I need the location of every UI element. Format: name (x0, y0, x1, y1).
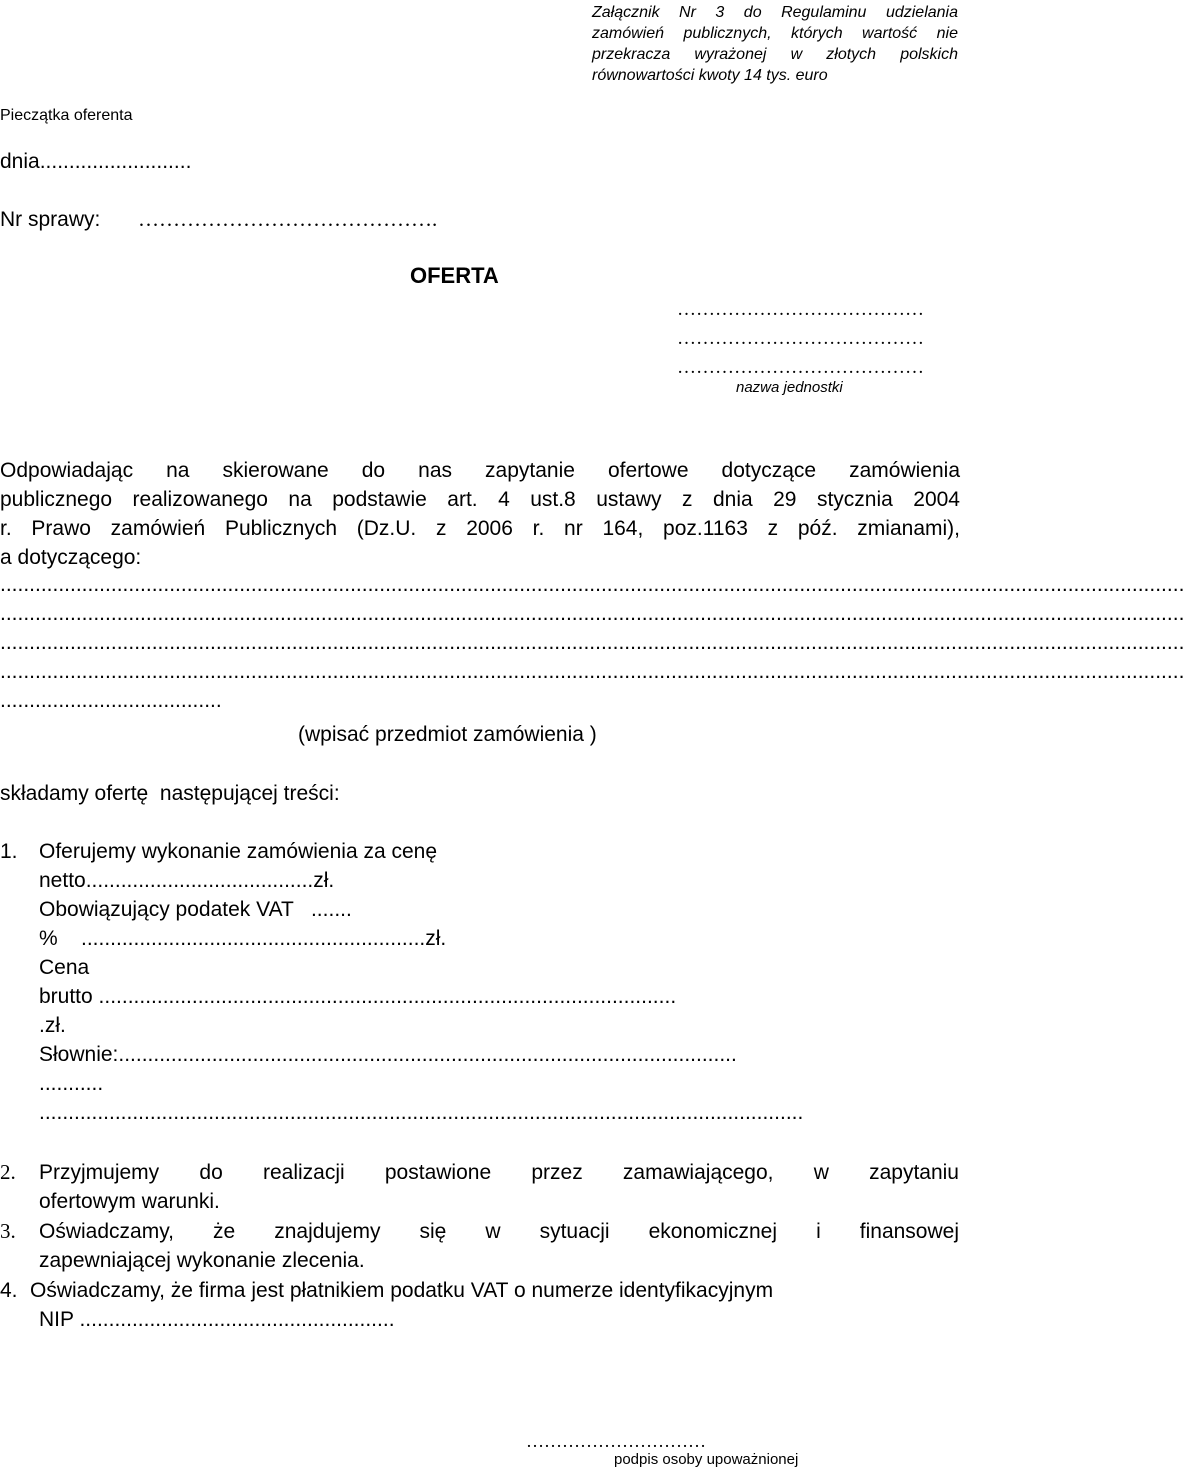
recipient-line[interactable]: ………………………………… (677, 299, 924, 320)
gross-price-unit: .zł. (39, 1014, 66, 1037)
item-number: 2. (0, 1160, 16, 1184)
attachment-line: Załącznik Nr 3 do Regulaminu udzielania (592, 4, 958, 21)
attachment-line: zamówień publicznych, których wartość nie (592, 25, 958, 42)
item-line: ofertowym warunki. (39, 1190, 220, 1213)
vat-rate-field[interactable]: Obowiązujący podatek VAT ....... (39, 898, 352, 921)
item-line: Przyjmujemy do realizacji postawione przez zamawiającego, w zapytaniu (39, 1161, 959, 1184)
recipient-line[interactable]: ………………………………… (677, 328, 924, 349)
intro-line: a dotyczącego: (0, 546, 142, 569)
amount-in-words-line[interactable]: ................................................................................................................................... (39, 1101, 804, 1124)
intro-paragraph (0, 456, 960, 572)
item-line: Oświadczamy, że firma jest płatnikiem podatku VAT o numerze identyfikacyjnym (30, 1279, 774, 1302)
item-line: zapewniającej wykonanie zlecenia. (39, 1249, 365, 1272)
net-price-field[interactable]: netto.......................................zł. (39, 869, 335, 892)
subject-dot-line[interactable]: ........................................................................................................................................................................................................... (0, 602, 1184, 625)
subject-field[interactable] (0, 570, 1184, 715)
gross-price-label: Cena (39, 956, 90, 979)
intro-line: Odpowiadając na skierowane do nas zapytanie ofertowe dotyczące zamówienia (0, 459, 960, 482)
subject-dot-line[interactable]: ...................................... (0, 689, 222, 712)
date-field[interactable]: dnia.......................... (0, 150, 192, 173)
item-number: 4. (0, 1279, 18, 1302)
subject-dot-line[interactable]: ........................................................................................................................................................................................................... (0, 573, 1184, 596)
gross-price-field[interactable]: brutto ................................................................................................... (39, 985, 677, 1008)
item-number: 3. (0, 1219, 16, 1243)
case-number-label: Nr sprawy: (0, 208, 101, 231)
recipient-caption: nazwa jednostki (736, 379, 843, 396)
offer-intro: składamy ofertę następującej treści: (0, 782, 340, 805)
signature-field[interactable]: ………………………… (526, 1431, 706, 1451)
subject-dot-line[interactable]: ........................................................................................................................................................................................................... (0, 660, 1184, 683)
item-line: Oświadczamy, że znajdujemy się w sytuacji ekonomicznej i finansowej (39, 1220, 959, 1243)
document-title: OFERTA (410, 263, 499, 288)
intro-line: r. Prawo zamówień Publicznych (Dz.U. z 2006 r. nr 164, poz.1163 z póź. zmianami), (0, 517, 960, 540)
signature-caption: podpis osoby upoważnionej (614, 1451, 799, 1468)
recipient-line[interactable]: ………………………………… (677, 357, 924, 378)
nip-field[interactable]: NIP ...................................................... (39, 1308, 395, 1331)
case-number-field[interactable]: ……………………………………. (138, 207, 438, 231)
amount-in-words-line[interactable]: ........... (39, 1072, 104, 1095)
attachment-line: przekracza wyrażonej w złotych polskich (592, 46, 958, 63)
subject-caption: (wpisać przedmiot zamówienia ) (298, 723, 597, 746)
amount-in-words-field[interactable]: Słownie:.......................................................................................................... (39, 1043, 737, 1066)
stamp-label: Pieczątka oferenta (0, 107, 133, 124)
attachment-note (592, 2, 958, 86)
vat-amount-field[interactable]: % ...........................................................zł. (39, 927, 447, 950)
price-heading: Oferujemy wykonanie zamówienia za cenę (39, 840, 438, 863)
attachment-line: równowartości kwoty 14 tys. euro (592, 67, 828, 84)
subject-dot-line[interactable]: ........................................................................................................................................................................................................... (0, 631, 1184, 654)
intro-line: publicznego realizowanego na podstawie art. 4 ust.8 ustawy z dnia 29 stycznia 2004 (0, 488, 960, 511)
item-number: 1. (0, 840, 18, 863)
